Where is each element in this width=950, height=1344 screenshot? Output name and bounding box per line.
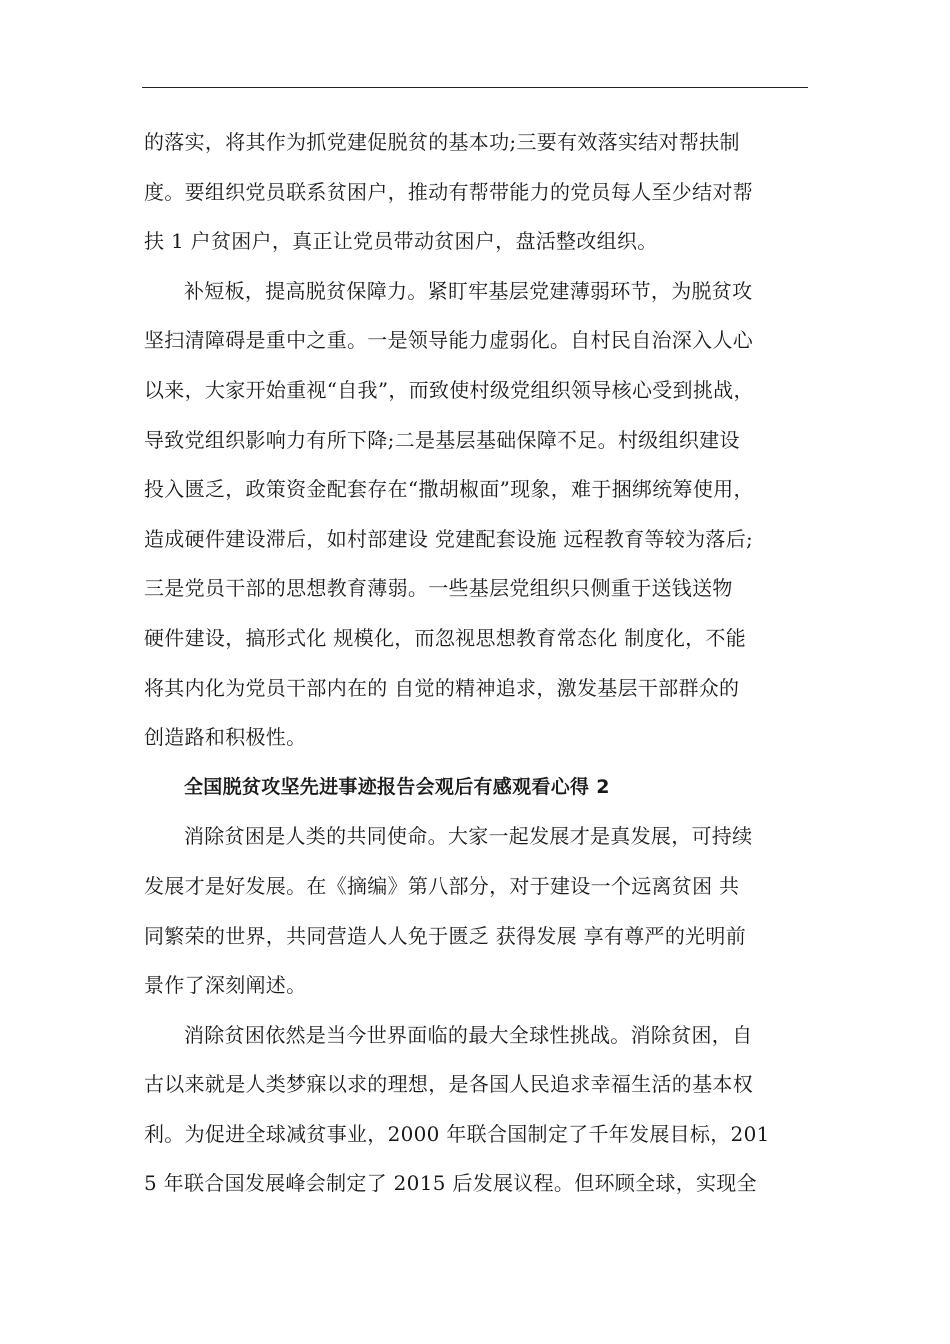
text-line: 的落实，将其作为抓党建促脱贫的基本功;三要有效落实结对帮扶制 [144, 130, 740, 154]
header-divider [142, 87, 808, 88]
text-line: 坚扫清障碍是重中之重。一是领导能力虚弱化。自村民自治深入人心 [144, 328, 753, 353]
text-line: 消除贫困依然是当今世界面临的最大全球性挑战。消除贫困，自 [184, 1022, 753, 1047]
text-line: 消除贫困是人类的共同使命。大家一起发展才是真发展，可持续 [184, 824, 753, 849]
text-line: 发展才是好发展。在《摘编》第八部分，对于建设一个远离贫困 共 [144, 873, 740, 898]
text-line: 补短板，提高脱贫保障力。紧盯牢基层党建薄弱环节，为脱贫攻 [184, 278, 753, 303]
text-line: 扶 1 户贫困户，真正让党员带动贫困户，盘活整改组织。 [144, 229, 658, 254]
text-line: 将其内化为党员干部内在的 自觉的精神追求，激发基层干部群众的 [144, 675, 740, 700]
text-line: 创造路和积极性。 [144, 725, 307, 750]
text-line: 度。要组织党员联系贫困户，推动有帮带能力的党员每人至少结对帮 [144, 179, 753, 204]
document-body [144, 118, 809, 1209]
text-line: 景作了深刻阐述。 [144, 973, 307, 998]
text-line: 以来，大家开始重视“自我”，而致使村级党组织领导核心受到挑战， [144, 377, 754, 402]
paragraph [144, 118, 809, 267]
paragraph [144, 1011, 809, 1209]
text-line: 5 年联合国发展峰会制定了 2015 后发展议程。但环顾全球，实现全 [144, 1171, 757, 1196]
text-line: 投入匮乏，政策资金配套存在“撒胡椒面”现象，难于捆绑统筹使用， [144, 477, 754, 502]
text-line: 同繁荣的世界，共同营造人人免于匮乏 获得发展 享有尊严的光明前 [144, 923, 747, 948]
section-heading: 全国脱贫攻坚先进事迹报告会观后有感观看心得 2 [184, 775, 610, 798]
paragraph [144, 812, 809, 1010]
paragraph [144, 267, 809, 763]
text-line: 利。为促进全球减贫事业，2000 年联合国制定了千年发展目标，201 [144, 1121, 770, 1146]
text-line: 硬件建设，搞形式化 规模化，而忽视思想教育常态化 制度化，不能 [144, 625, 747, 650]
text-line: 造成硬件建设滞后，如村部建设 党建配套设施 远程教育等较为落后; [144, 526, 754, 551]
text-line: 古以来就是人类梦寐以求的理想，是各国人民追求幸福生活的基本权 [144, 1072, 753, 1097]
text-line: 三是党员干部的思想教育薄弱。一些基层党组织只侧重于送钱送物 [144, 576, 733, 601]
text-line: 导致党组织影响力有所下降;二是基层基础保障不足。村级组织建设 [144, 427, 740, 452]
